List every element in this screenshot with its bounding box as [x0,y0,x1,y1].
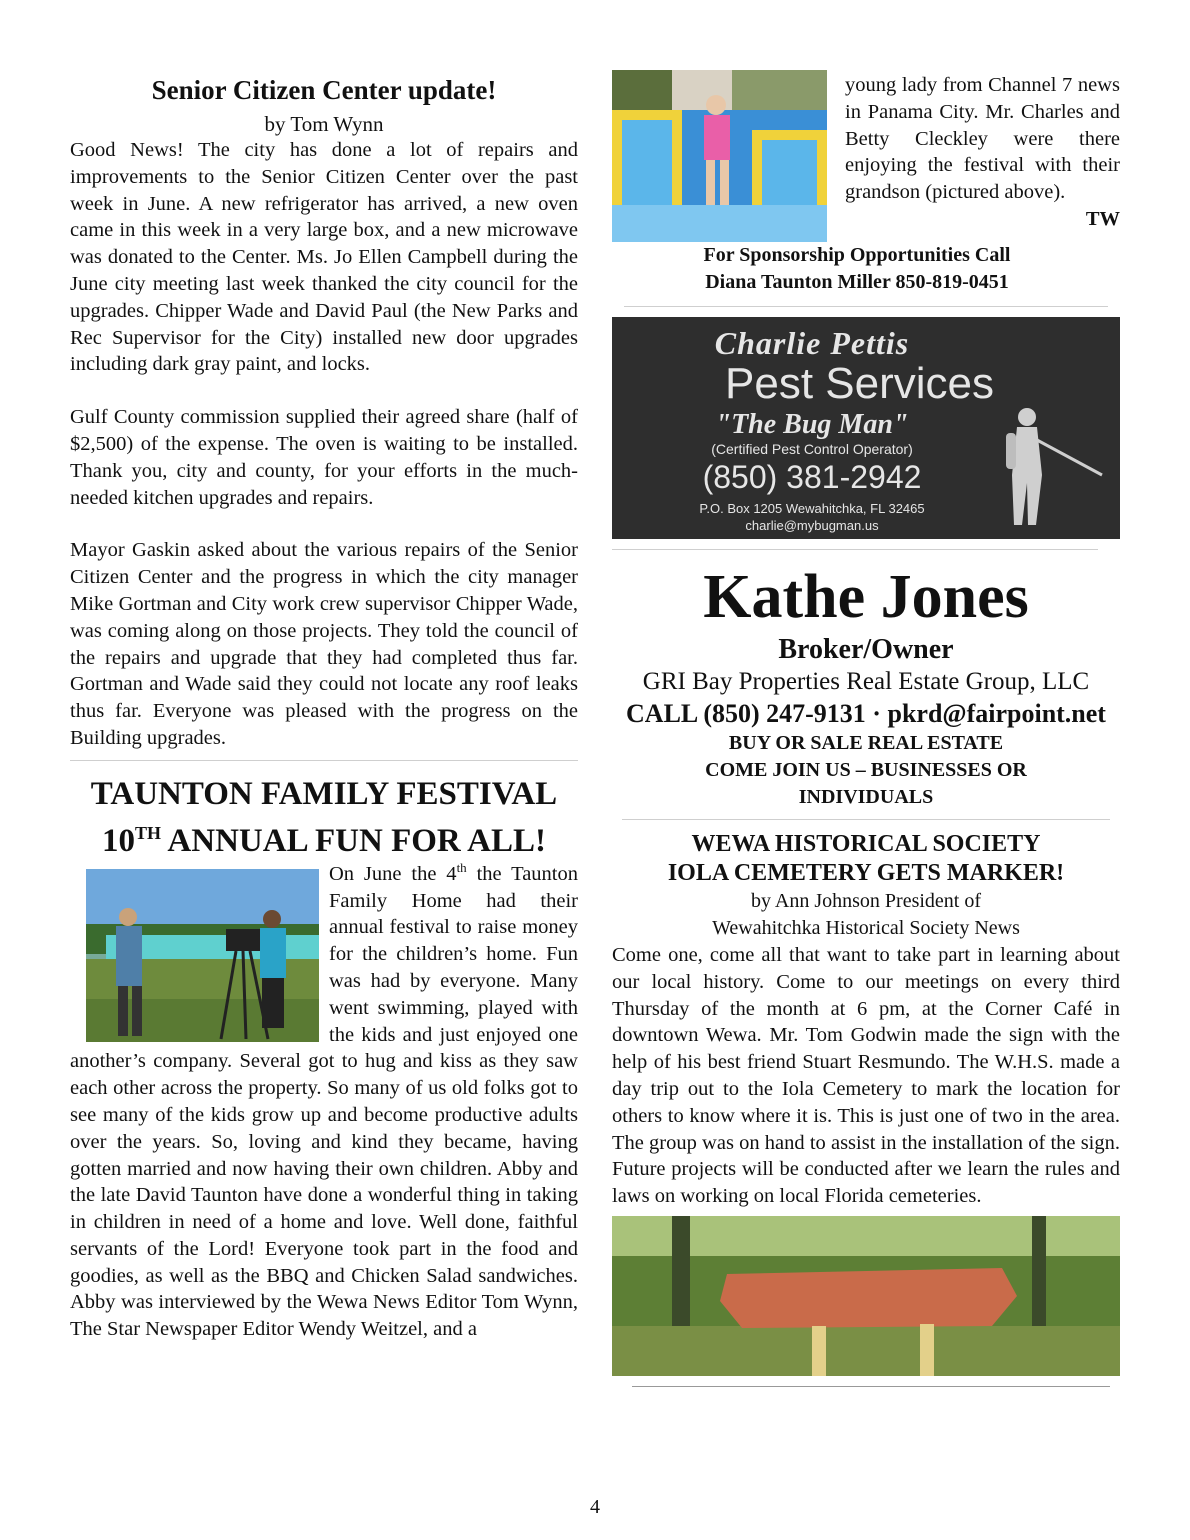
historical-header [612,830,1120,942]
festival-title-line1: TAUNTON FAMILY FESTIVAL [90,775,558,812]
realestate-line2: COME JOIN US – BUSINESSES OR [705,759,1027,781]
pest-ad-service: Pest Services [725,359,994,408]
festival-signature: TW [1085,207,1120,230]
historical-byline1: by Ann Johnson President of [751,890,981,912]
divider [70,760,578,761]
festival-slide-photo [612,70,827,242]
pest-ad-email: charlie@mybugman.us [745,518,879,533]
sponsorship-notice [612,242,1102,296]
historical-article: Come one, come all that want to take part in learning about our local history. Come to our meetings on every third Thursday of the month at 6 pm, at the Corner Café in downtown Wewa. Mr. Tom Godwin made the sign with the help of his best friend Stuart Resmundo. The W.H.S. made a day trip out to the Iola Cemetery to mark the location for others to know where it is. This is just one of two in the area. The group was on hand to assist in the installation of the sign. Future projects will be conducted after we learn the rules and laws on working on local Florida cemeteries. [612,944,1120,1208]
left-column [70,70,578,1343]
sponsorship-line2: Diana Taunton Miller 850-819-0451 [705,271,1009,293]
pest-ad-name: Charlie Pettis [714,325,910,361]
pest-ad-phone: (850) 381-2942 [702,459,922,495]
divider [622,819,1110,820]
realestate-line3: INDIVIDUALS [798,786,934,808]
historical-byline2: Wewahitchka Historical Society News [712,917,1020,939]
cemetery-sign-photo [612,1216,1120,1376]
slide-photo-image [612,70,827,242]
senior-center-byline: by Tom Wynn [264,112,384,136]
senior-center-paragraph-2: Gulf County commission supplied their agreed share (half of $2,500) of the expense. The oven is waiting to be installed. Thank you, city and county, for your efforts in the much-needed kitchen upgrades and repairs. [70,406,578,509]
divider [624,306,1108,307]
realestate-role: Broker/Owner [778,634,954,665]
realestate-line1: BUY OR SALE REAL ESTATE [728,732,1004,754]
historical-title2: IOLA CEMETERY GETS MARKER! [667,860,1065,886]
senior-center-paragraph-3: Mayor Gaskin asked about the various repairs of the Senior Citizen Center and the progress in which the city manager Mike Gortman and City work crew supervisor Chipper Wade, was coming along on those projects. They told the council of the repairs and upgrade that they had completed thus far. Gortman and Wade said they could not locate any roof leaks thus far. Everyone was pleased with the progress on the Building upgrades. [70,539,578,749]
senior-center-paragraph-1: Good News! The city has done a lot of repairs and improvements to the Senior Citizen Center over the past week in June. A new refrigerator has arrived, a new oven came in this week in a very large box, and a new microwave was donated to the Center. Ms. Jo Ellen Campbell during the June city meeting last week thanked the city council for the upgrades. Chipper Wade and David Paul (the New Parks and Rec Supervisor for the City) installed new door upgrades including dark gray paint, and locks. [70,139,578,376]
cemetery-photo-image [612,1216,1120,1376]
pest-ad-address: P.O. Box 1205 Wewahitchka, FL 32465 [699,501,925,516]
realestate-company: GRI Bay Properties Real Estate Group, LLC [642,668,1090,695]
sponsorship-line1: For Sponsorship Opportunities Call [703,244,1011,266]
page-number: 4 [590,1496,600,1518]
senior-center-title: Senior Citizen Center update! [151,75,497,105]
pest-ad-certification: (Certified Pest Control Operator) [711,441,913,457]
right-column [612,70,1120,1387]
festival-article: On June the 4th the Taunton Family Home had their annual festival to raise money for the children’s home. Fun was had by everyone. Many went swimming, played with the kids and just enjoyed one another’s company. Several got to hug and kiss as they saw each other across the property. So many of us old folks got to see many of the kids grow up and become productive adults over the years. So, loving and kind they became, having gotten married and now having their own children. Abby and the late David Taunton have done a wonderful thing in taking in children in need of a home and love. Well done, faithful servants of the Lord! Everyone took part in the food and goodies, as well as the BBQ and Chicken Salad sandwiches. Abby was interviewed by the Wewa News Editor Tom Wynn, The Star Newspaper Editor Wendy Weitzel, and a [70,859,578,1341]
sprayer-man-icon [992,405,1112,535]
realestate-contact: CALL (850) 247-9131 · pkrd@fairpoint.net [626,699,1106,728]
divider [632,1386,1110,1387]
realestate-name: Kathe Jones [703,563,1029,631]
festival-article-continued: young lady from Channel 7 news in Panama City. Mr. Charles and Betty Cleckley were there enjoying the festival with their grandson (pictured above). [845,74,1120,204]
pest-ad-tagline: "The Bug Man" [715,409,909,440]
festival-title-line2: 10TH ANNUAL FUN FOR ALL! [101,822,547,859]
realestate-ad [612,564,1120,811]
historical-title1: WEWA HISTORICAL SOCIETY [691,831,1041,857]
divider [612,549,1098,550]
pest-services-ad [612,317,1120,539]
interview-photo-image [86,869,319,1042]
festival-interview-photo [86,869,319,1042]
